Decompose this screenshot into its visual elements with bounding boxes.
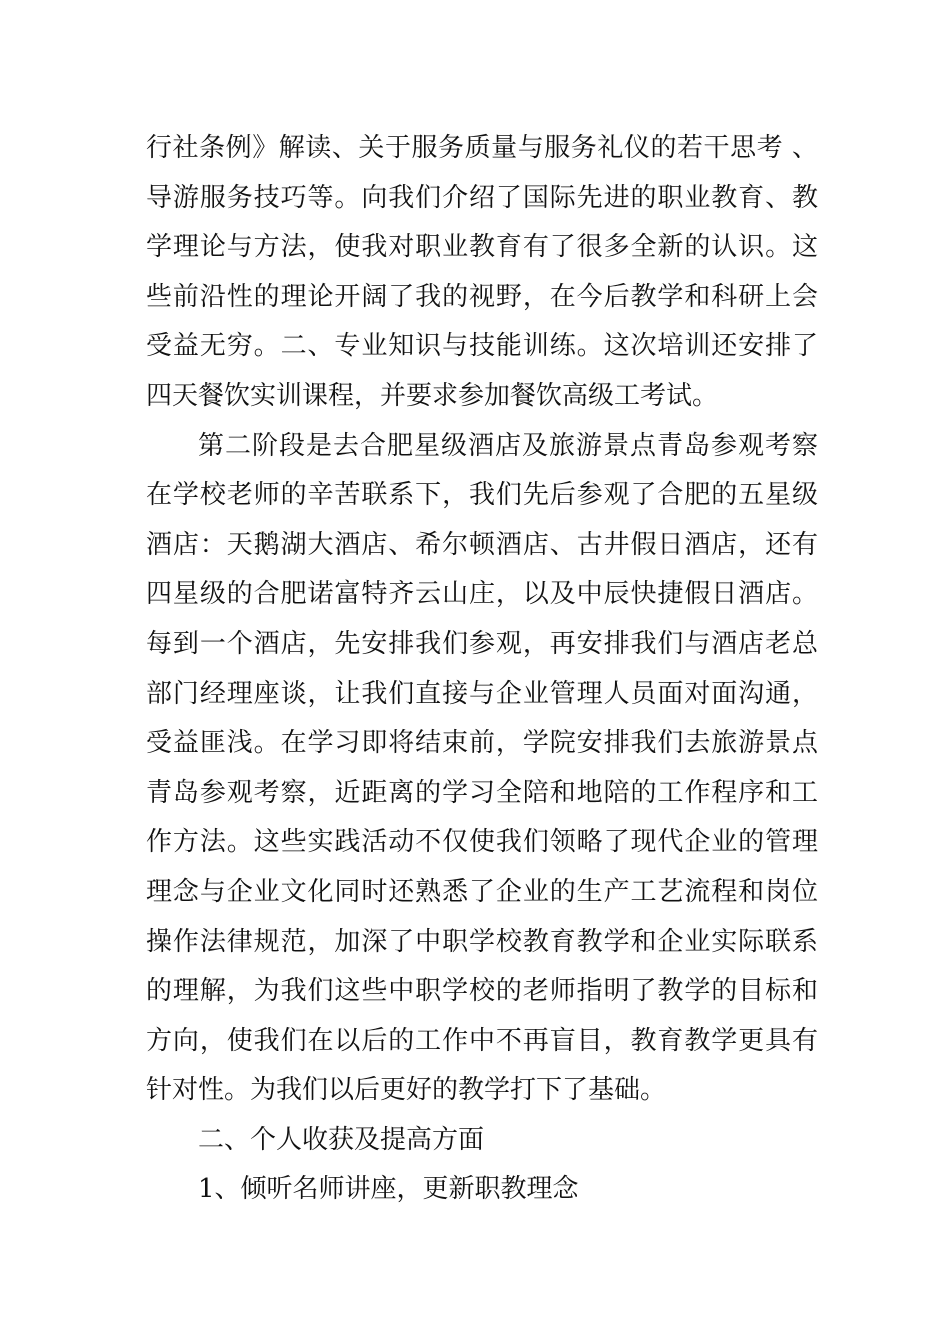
text-line: 部门经理座谈，让我们直接与企业管理人员面对面沟通， (146, 678, 818, 709)
text-line: 行社条例》解读、关于服务质量与服务礼仪的若干思考 、 (146, 133, 818, 163)
text-line: 在学校老师的辛苦联系下，我们先后参观了合肥的五星级 (146, 480, 818, 511)
text-line: 每到一个酒店，先安排我们参观，再安排我们与酒店老总 (146, 628, 818, 659)
text-line: 学理论与方法，使我对职业教育有了很多全新的认识。这 (146, 232, 818, 263)
text-line: 受益匪浅。在学习即将结束前，学院安排我们去旅游景点 (146, 728, 818, 759)
text-line: 针对性。为我们以后更好的教学打下了基础。 (146, 1075, 667, 1106)
text-line: 1、倾听名师讲座，更新职教理念 (198, 1174, 579, 1205)
text-line: 些前沿性的理论开阔了我的视野，在今后教学和科研上会 (146, 281, 818, 312)
text-line: 理念与企业文化同时还熟悉了企业的生产工艺流程和岗位 (146, 876, 818, 907)
text-line: 四星级的合肥诺富特齐云山庄，以及中辰快捷假日酒店。 (146, 579, 818, 610)
text-line: 第二阶段是去合肥星级酒店及旅游景点青岛参观考察 (198, 430, 818, 461)
text-line: 导游服务技巧等。向我们介绍了国际先进的职业教育、教 (146, 182, 818, 213)
text-line: 作方法。这些实践活动不仅使我们领略了现代企业的管理 (146, 827, 818, 858)
text-line: 酒店：天鹅湖大酒店、希尔顿酒店、古井假日酒店，还有 (146, 529, 818, 560)
text-line: 二、个人收获及提高方面 (198, 1124, 485, 1155)
body-text (146, 124, 818, 1215)
text-line: 的理解，为我们这些中职学校的老师指明了教学的目标和 (146, 976, 818, 1007)
text-line: 青岛参观考察，近距离的学习全陪和地陪的工作程序和工 (146, 777, 818, 808)
text-line: 受益无穷。二、专业知识与技能训练。这次培训还安排了 (146, 331, 818, 362)
text-line: 四天餐饮实训课程，并要求参加餐饮高级工考试。 (146, 380, 719, 411)
text-line: 方向，使我们在以后的工作中不再盲目，教育教学更具有 (146, 1025, 818, 1056)
text-line: 操作法律规范，加深了中职学校教育教学和企业实际联系 (146, 926, 818, 957)
